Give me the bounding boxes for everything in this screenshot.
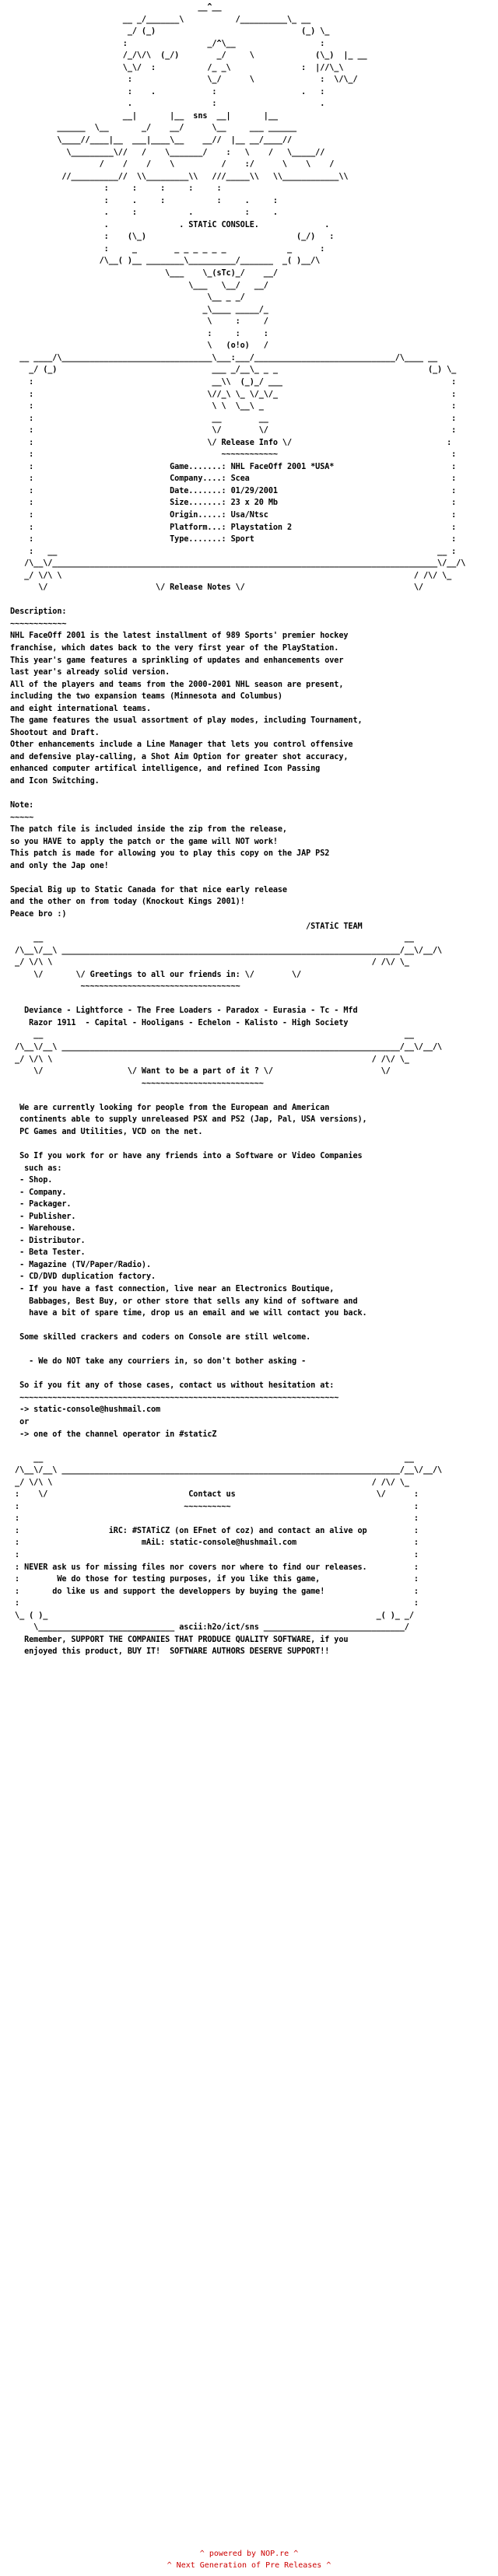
nfo-ascii-text: __^__ __ _/_______\ /__________\_ __ _/ (_) (_) \_ : _/^\__ : /_/\/\ (_/) _/ \ (\_) |_ __ \_\/ : /_ _\ : |//\_\ : \_/ \ : \/\_/ : . : . : . : . __| |__ sns __| |__ ______ \__ _/ __/ \__ ___ ______ \____//____|__ ___|____\__ __// |__ __/____// \_________\// / \_______/ : \ / \_____// / / / \ / :/ \ \ / //__________// \\_________\\ ///_____\\ \\____________\\ : : : : : : . : : . : . : . : . . . STATiC CONSOLE. . : (\_) (_/) : : _ _ _ _ _ _ _ _ : /\__( )__ ________\__________/_______ _( )__/\ \___ \_(sTc)_/ __/ \___ \__/ __/ \__ _ _/ _\____ _____/_ \ : / : : : \ (o!o) / __ ____/\________________________________\___:___/______________________________/\____ __ _/ (_) ___ _/__\_ _ _ (_) \_ : __\\ (_)_/ ___ : : \//_\ \_ \/_\/_ : : \ \ \__\ _ : : __ __ : : \/ \/ : : \/ Release Info \/ : : ~~~~~~~~~~~~ : : Game.......: NHL FaceOff 2001 *USA* : : Company....: Scea : : Date.......: 01/29/2001 : : Size.......: 23 x 20 Mb : : Origin.....: Usa/Ntsc : : Platform...: Playstation 2 : : Type.......: Sport : : __ __ : /\__\/__________________________________________________________________________________\/__/\ _/ \/\ \ / /\/ \_ \/ \/ Release Notes \/ \/ Description: ~~~~~~~~~~~~ NHL FaceOff 2001 is the latest installment of 989 Sports' premier hockey franchise, which dates back to the very first year of the PlayStation. This year's game features a sprinkling of updates and enhancements over last year's already solid version. All of the players and teams from the 2000-2001 NHL season are present, including the two expansion teams (Minnesota and Columbus) and eight international teams. The game features the usual assortment of play modes, including Tournament, Shootout and Draft. Other enhancements include a Line Manager that lets you control offensive and defensive play-calling, a Shot Aim Option for greater shot accuracy, enhanced computer artifical intelligence, and refined Icon Passing and Icon Switching. Note: ~~~~~ The patch file is included inside the zip from the release, so you HAVE to apply the patch or the game will NOT work! This patch is made for allowing you to play this copy on the JAP PS2 and only the Jap one! Special Big up to Static Canada for that nice early release and the other on from today (Knockout Kings 2001)! Peace bro :) /STATiC TEAM __ __ /\__\/__\ ________________________________________________________________________/__\/__/\ _/ \/\ \ / /\/ \_ \/ \/ Greetings to all our friends in: \/ \/ ~~~~~~~~~~~~~~~~~~~~~~~~~~~~~~~~~~ Deviance - Lightforce - The Free Loaders - Paradox - Eurasia - Tc - Mfd Razor 1911 - Capital - Hooligans - Echelon - Kalisto - High Society __ __ /\__\/__\ ________________________________________________________________________/__\/__/\ _/ \/\ \ / /\/ \_ \/ \/ Want to be a part of it ? \/ \/ ~~~~~~~~~~~~~~~~~~~~~~~~~~ We are currently looking for people from the European and American continents able to supply unreleased PSX and PS2 (Jap, Pal, USA versions), PC Games and Utilities, VCD on the net. So If you work for or have any friends into a Software or Video Companies such as: - Shop. - Company. - Packager. - Publisher. - Warehouse. - Distributor. - Beta Tester. - Magazine (TV/Paper/Radio). - CD/DVD duplication factory. - If you have a fast connection, live near an Electronics Boutique, Babbages, Best Buy, or other store that sells any kind of software and have a bit of spare time, drop us an email and we will contact you back. Some skilled crackers and coders on Console are still welcome. - We do NOT take any courriers in, so don't bother asking - So if you fit any of those cases, contact us without hesitation at: ~~~~~~~~~~~~~~~~~~~~~~~~~~~~~~~~~~~~~~~~~~~~~~~~~~~~~~~~~~~~~~~~~~~~ -> static-console@hushmail.com or -> one of the channel operator in #staticZ __ __ /\__\/__\ ________________________________________________________________________/__\/__/\ _/ \/\ \ / /\/ \_ : \/ Contact us \/ : : ~~~~~~~~~~ : : : : iRC: #STATiCZ (on EFnet of coz) and contact an alive op : : mAiL: static-console@hushmail.com : : : : NEVER ask us for missing files nor covers nor where to find our releases. : : We do those for testing purposes, if you like this game, : : do like us and support the developpers by buying the game! : : : \_ ( )_ _( )_ _/ \_____________________________ ascii:h2o/ict/sns ______________________________/ Remember, SUPPORT THE COMPANIES THAT PRODUCE QUALITY SOFTWARE, if you enjoyed this product, BUY IT! SOFTWARE AUTHORS DESERVE SUPPORT!! bbox=[10, 3, 466, 1657]
footer-powered-by-link[interactable]: ^ powered by NOP.re ^ bbox=[199, 2550, 299, 2558]
footer-tagline: ^ Next Generation of Pre Releases ^ bbox=[167, 2561, 331, 2570]
powered-by-footer bbox=[0, 2548, 498, 2571]
